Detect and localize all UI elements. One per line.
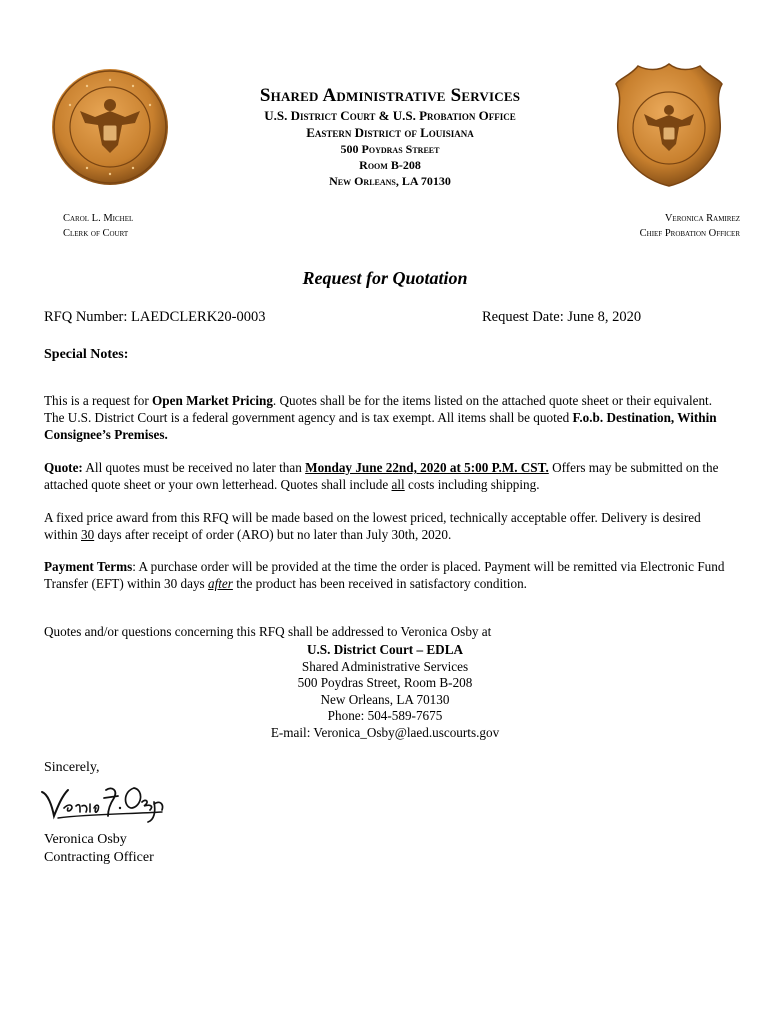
quote-deadline: Monday June 22nd, 2020 at 5:00 P.M. CST.	[305, 460, 549, 476]
letterhead	[190, 85, 590, 189]
signature-image	[38, 782, 168, 824]
clerk-name: Carol L. Michel	[63, 213, 134, 224]
signer-title: Contracting Officer	[44, 850, 154, 865]
quote-label: Quote:	[44, 460, 83, 476]
contact-address	[0, 642, 770, 741]
open-market-pricing: Open Market Pricing	[152, 393, 273, 409]
clerk-title: Clerk of Court	[63, 228, 129, 239]
address-org: U.S. District Court – EDLA	[306, 642, 464, 657]
document-title: Request for Quotation	[302, 268, 468, 288]
text-span: costs including shipping.	[404, 477, 540, 493]
payment-terms-label: Payment Terms	[44, 559, 133, 575]
address-phone: Phone: 504-589-7675	[327, 708, 443, 723]
letterhead-room: Room B-208	[359, 158, 421, 172]
signer-name: Veronica Osby	[44, 832, 127, 847]
notes-paragraph-contact: Quotes and/or questions concerning this RFQ shall be addressed to Veronica Osby at	[44, 624, 492, 640]
address-city: New Orleans, LA 70130	[320, 691, 450, 707]
letterhead-office: U.S. District Court & U.S. Probation Office	[264, 108, 516, 123]
notes-paragraph-award	[44, 509, 734, 543]
letterhead-street: 500 Poydras Street	[340, 142, 440, 156]
address-dept: Shared Administrative Services	[301, 658, 469, 674]
clerk-block	[63, 211, 133, 241]
address-email: E-mail: Veronica_Osby@laed.uscourts.gov	[270, 724, 500, 740]
after-emphasis: after	[207, 576, 233, 592]
text-span: Offers may be submitted on the attached quote sheet or your own letterhead. Quotes shall include	[44, 460, 719, 493]
text-span: days after receipt of order (ARO) but no later than July 30th, 2020.	[94, 527, 452, 543]
text-span: A fixed price award from this RFQ will be made based on the lowest priced, technically acceptable offer. Delivery is desired within	[44, 510, 701, 543]
text-span: This is a request for	[44, 393, 153, 409]
notes-paragraph-quote	[44, 459, 734, 493]
text-span: . Quotes shall be for the items listed on the attached quote sheet or their equivalent. The U.S. District Court is a federal government agency and is tax exempt. All items shall be quoted	[44, 393, 713, 426]
text-span: All quotes must be received no later than	[82, 460, 306, 476]
letterhead-city: New Orleans, LA 70130	[329, 174, 451, 188]
court-seal-icon	[50, 67, 170, 187]
notes-paragraph-payment	[44, 558, 734, 592]
text-span: : A purchase order will be provided at the time the order is placed. Payment will be remitted via Electronic Fund Transfer (EFT) within 30 days	[44, 559, 725, 592]
notes-paragraph-pricing	[44, 392, 734, 443]
address-street: 500 Poydras Street, Room B-208	[297, 675, 473, 690]
closing-salutation: Sincerely,	[44, 760, 100, 775]
request-date: Request Date: June 8, 2020	[482, 309, 642, 325]
rfq-number: RFQ Number: LAEDCLERK20-0003	[44, 309, 266, 325]
special-notes-heading: Special Notes:	[44, 347, 129, 362]
text-span: the product has been received in satisfactory condition.	[232, 576, 527, 592]
all-emphasis: all	[391, 477, 405, 493]
letterhead-title: Shared Administrative Services	[259, 85, 521, 106]
letterhead-district: Eastern District of Louisiana	[306, 125, 474, 140]
probation-officer-name: Veronica Ramirez	[664, 213, 740, 224]
probation-officer-title: Chief Probation Officer	[639, 228, 740, 239]
fob-destination: F.o.b. Destination, Within Consignee’s Premises.	[44, 410, 717, 443]
probation-badge-icon	[614, 62, 724, 188]
probation-officer-block	[640, 211, 740, 241]
signer-block	[44, 831, 154, 867]
delivery-days: 30	[81, 527, 95, 543]
